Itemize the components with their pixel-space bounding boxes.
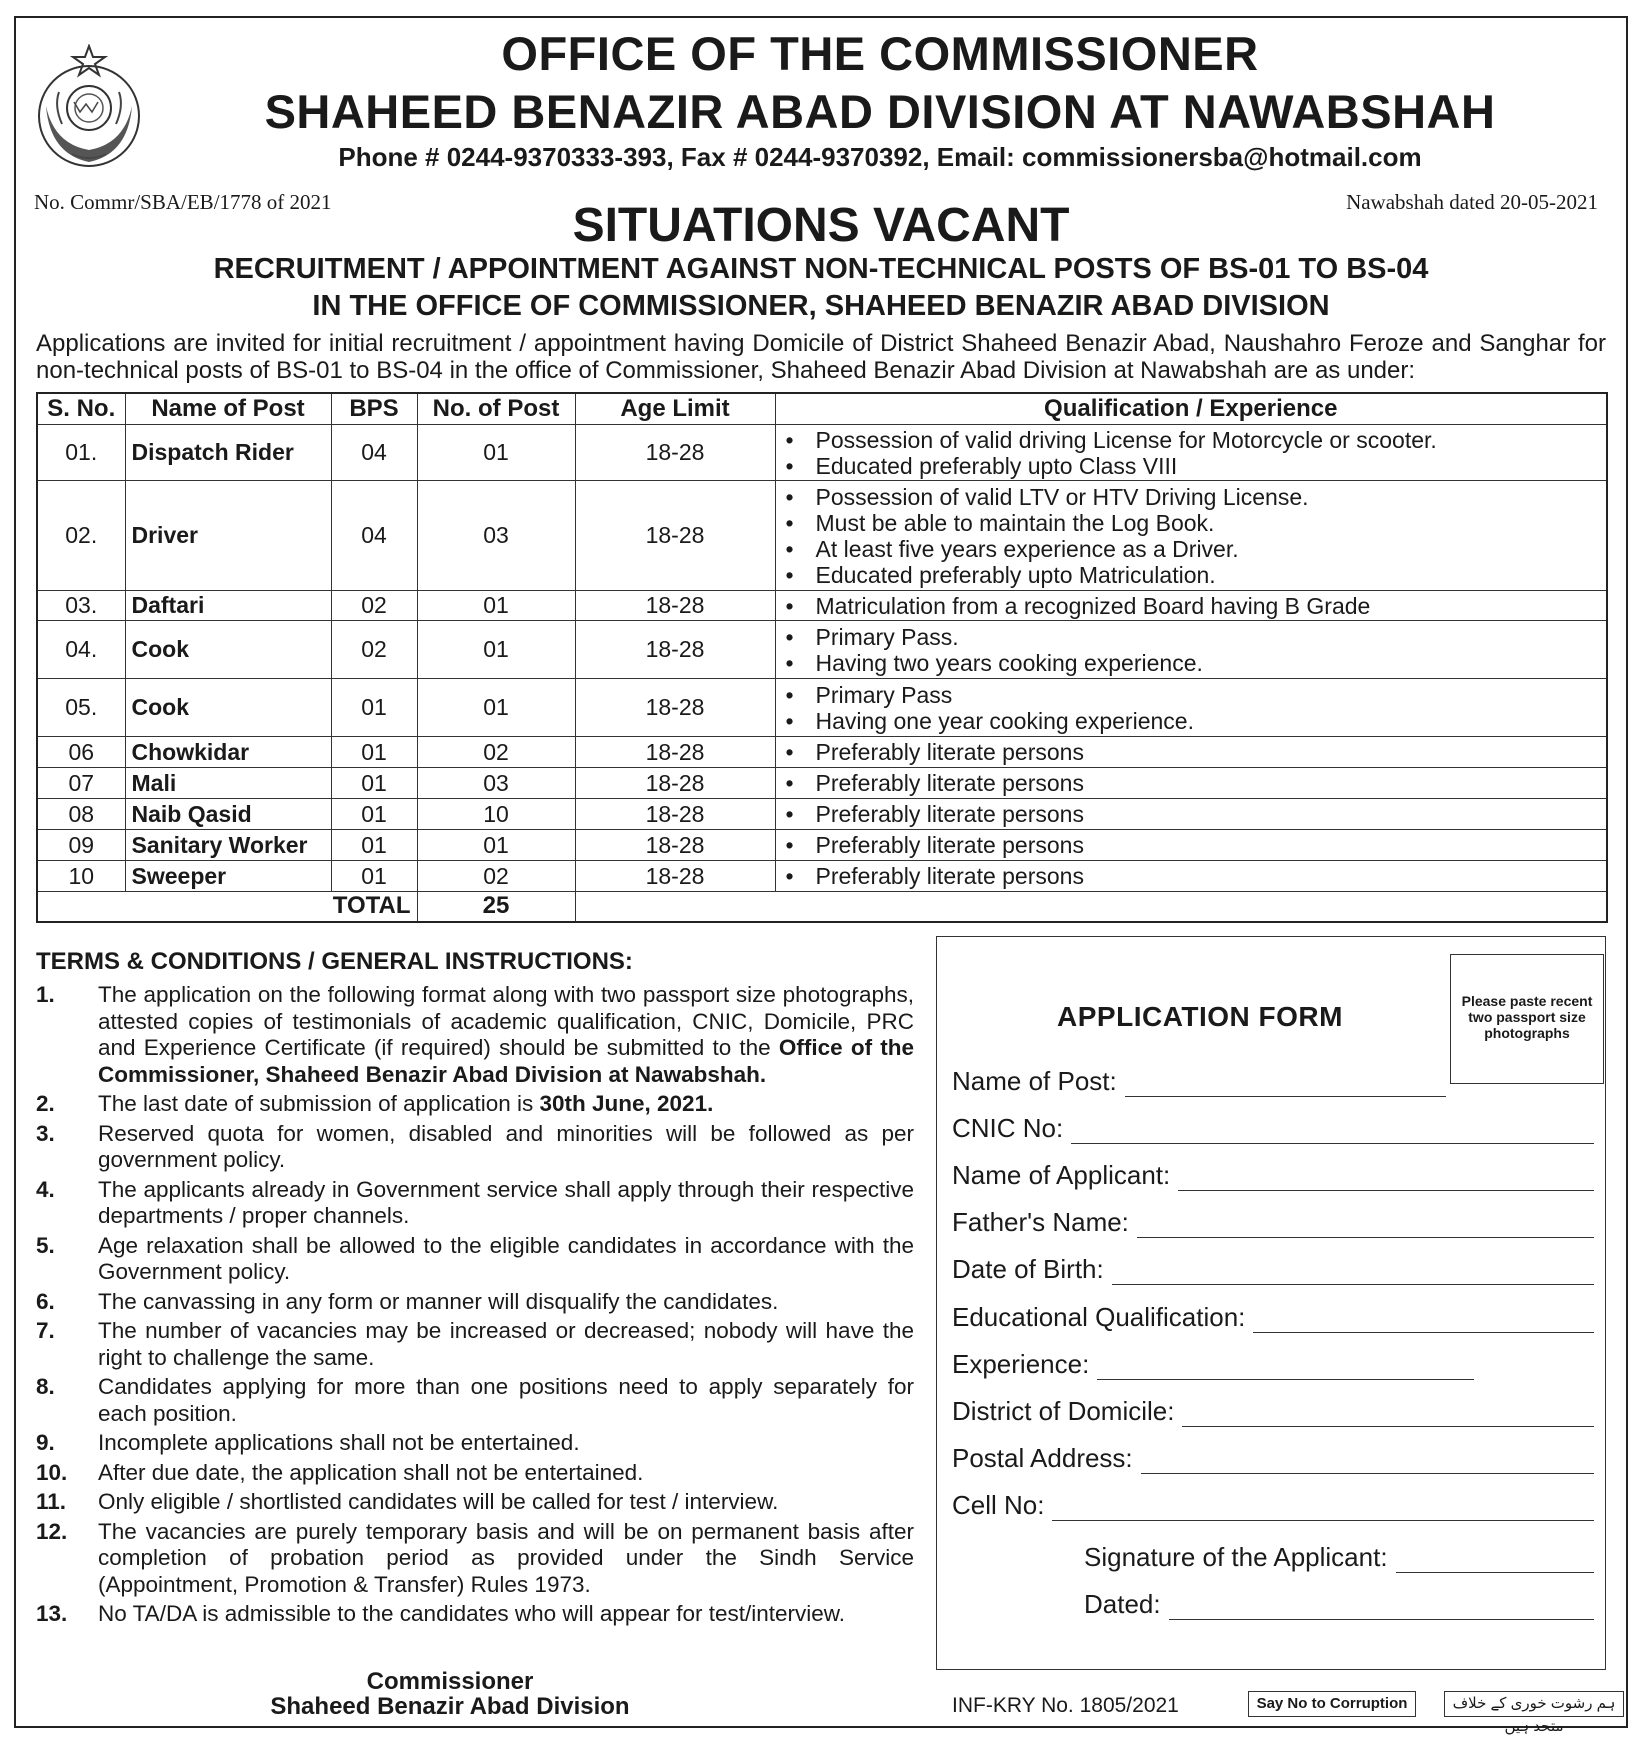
table-row bbox=[37, 737, 1607, 768]
cell-qualification bbox=[775, 768, 1607, 799]
terms-item-text: The application on the following format along with two passport size photographs, attested copies of testimonials of academic qualification, CNIC, Domicile, PRC and Experience Certificate (if required) should be submitted to the bbox=[98, 982, 914, 1060]
form-field-blank-line bbox=[1125, 1072, 1446, 1097]
cell-sno: 03. bbox=[37, 591, 125, 621]
cell-age-limit: 18-28 bbox=[575, 799, 775, 830]
form-field-blank-line bbox=[1182, 1402, 1594, 1427]
cell-post-name: Daftari bbox=[125, 591, 331, 621]
form-field-label: Father's Name: bbox=[952, 1207, 1129, 1237]
terms-item bbox=[36, 1601, 914, 1628]
table-row bbox=[37, 481, 1607, 591]
terms-title: TERMS & CONDITIONS / GENERAL INSTRUCTIONS: bbox=[36, 948, 633, 975]
form-field bbox=[952, 1443, 1594, 1474]
table-row bbox=[37, 425, 1607, 481]
form-field-label: Cell No: bbox=[952, 1490, 1045, 1520]
form-field bbox=[1084, 1542, 1594, 1573]
terms-item-number: 11. bbox=[36, 1489, 67, 1514]
form-field-blank-line bbox=[1178, 1166, 1594, 1191]
cell-bps: 01 bbox=[331, 768, 417, 799]
form-field-blank-line bbox=[1169, 1595, 1594, 1620]
reference-number: No. Commr/SBA/EB/1778 of 2021 bbox=[34, 190, 332, 214]
terms-item bbox=[36, 1489, 914, 1516]
cell-post-name: Sweeper bbox=[125, 861, 331, 892]
terms-item-emphasis: Office of the Commissioner, Shaheed Benazir Abad Division at Nawabshah. bbox=[98, 1035, 914, 1087]
form-field-label: CNIC No: bbox=[952, 1113, 1064, 1143]
col-header-qualification: Qualification / Experience bbox=[775, 393, 1607, 425]
cell-qualification bbox=[775, 621, 1607, 679]
cell-age-limit: 18-28 bbox=[575, 481, 775, 591]
col-header-count: No. of Post bbox=[417, 393, 575, 425]
terms-list bbox=[36, 982, 914, 1631]
col-header-bps: BPS bbox=[331, 393, 417, 425]
form-field bbox=[952, 1349, 1474, 1380]
terms-item-number: 7. bbox=[36, 1318, 55, 1343]
contact-info: Phone # 0244-9370333-393, Fax # 0244-9370392, Email: commissionersba@hotmail.com bbox=[338, 142, 1422, 172]
cell-age-limit: 18-28 bbox=[575, 425, 775, 481]
signatory-office: Shaheed Benazir Abad Division bbox=[270, 1693, 630, 1720]
table-row bbox=[37, 679, 1607, 737]
terms-item-number: 5. bbox=[36, 1232, 55, 1258]
qualification-item: • Primary Pass. bbox=[816, 624, 1601, 650]
terms-item-number: 13. bbox=[36, 1601, 68, 1626]
cell-post-name: Sanitary Worker bbox=[125, 830, 331, 861]
notice-title: SITUATIONS VACANT bbox=[572, 199, 1070, 252]
urdu-slogan-badge: ہم رشوت خوری کے خلاف متحد ہیں bbox=[1444, 1691, 1624, 1717]
cell-qualification bbox=[775, 799, 1607, 830]
cell-bps: 01 bbox=[331, 861, 417, 892]
cell-sno: 04. bbox=[37, 621, 125, 679]
cell-post-count: 01 bbox=[417, 425, 575, 481]
cell-bps: 02 bbox=[331, 591, 417, 621]
table-total-row bbox=[37, 892, 1607, 922]
cell-sno: 09 bbox=[37, 830, 125, 861]
cell-sno: 01. bbox=[37, 425, 125, 481]
terms-item bbox=[36, 1233, 914, 1286]
form-field-label: Name of Post: bbox=[952, 1066, 1117, 1096]
division-title: SHAHEED BENAZIR ABAD DIVISION AT NAWABSHAH bbox=[264, 85, 1496, 138]
qualification-item: • Possession of valid driving License for Motorcycle or scooter. bbox=[816, 427, 1601, 453]
cell-post-count: 03 bbox=[417, 768, 575, 799]
cell-bps: 04 bbox=[331, 481, 417, 591]
terms-item bbox=[36, 1091, 914, 1118]
cell-post-count: 02 bbox=[417, 737, 575, 768]
form-field-label: Educational Qualification: bbox=[952, 1302, 1246, 1332]
cell-post-count: 03 bbox=[417, 481, 575, 591]
form-field bbox=[952, 1066, 1446, 1097]
form-field-label: Signature of the Applicant: bbox=[1084, 1542, 1388, 1572]
terms-item-number: 4. bbox=[36, 1176, 55, 1202]
posts-table bbox=[36, 392, 1608, 923]
form-field bbox=[952, 1254, 1594, 1285]
form-field bbox=[952, 1113, 1594, 1144]
cell-post-count: 01 bbox=[417, 621, 575, 679]
qualification-item: • Preferably literate persons bbox=[816, 770, 1601, 796]
signatory-title: Commissioner bbox=[366, 1668, 534, 1695]
terms-item-number: 8. bbox=[36, 1374, 55, 1399]
terms-item-text: The applicants already in Government service shall apply through their respective departments / proper channels. bbox=[98, 1176, 914, 1228]
col-header-post: Name of Post bbox=[125, 393, 331, 425]
terms-item-text: The number of vacancies may be increased or decreased; nobody will have the right to challenge the same. bbox=[98, 1318, 914, 1370]
notice-date: Nawabshah dated 20-05-2021 bbox=[1346, 190, 1598, 214]
table-row bbox=[37, 799, 1607, 830]
form-field-label: Date of Birth: bbox=[952, 1254, 1104, 1284]
cell-age-limit: 18-28 bbox=[575, 737, 775, 768]
qualification-item: • Preferably literate persons bbox=[816, 863, 1601, 889]
total-value: 25 bbox=[417, 892, 575, 922]
form-field-label: Name of Applicant: bbox=[952, 1160, 1171, 1190]
cell-sno: 05. bbox=[37, 679, 125, 737]
form-field-blank-line bbox=[1052, 1496, 1594, 1521]
cell-age-limit: 18-28 bbox=[575, 861, 775, 892]
cell-qualification bbox=[775, 481, 1607, 591]
form-field-label: District of Domicile: bbox=[952, 1396, 1175, 1426]
form-field bbox=[952, 1490, 1594, 1521]
terms-item-number: 9. bbox=[36, 1430, 55, 1455]
cell-post-count: 02 bbox=[417, 861, 575, 892]
cell-qualification bbox=[775, 679, 1607, 737]
terms-item bbox=[36, 982, 914, 1088]
terms-item-text: Reserved quota for women, disabled and minorities will be followed as per government policy. bbox=[98, 1120, 914, 1172]
form-field-blank-line bbox=[1137, 1213, 1594, 1238]
cell-age-limit: 18-28 bbox=[575, 621, 775, 679]
form-field bbox=[952, 1207, 1594, 1238]
cell-post-name: Naib Qasid bbox=[125, 799, 331, 830]
qualification-item: • Educated preferably upto Class VIII bbox=[816, 453, 1601, 479]
terms-item bbox=[36, 1318, 914, 1371]
qualification-item: • Preferably literate persons bbox=[816, 832, 1601, 858]
cell-qualification bbox=[775, 830, 1607, 861]
cell-qualification bbox=[775, 737, 1607, 768]
cell-post-count: 10 bbox=[417, 799, 575, 830]
cell-post-count: 01 bbox=[417, 591, 575, 621]
qualification-item: • At least five years experience as a Driver. bbox=[816, 536, 1601, 562]
terms-item bbox=[36, 1374, 914, 1427]
qualification-item: • Preferably literate persons bbox=[816, 801, 1601, 827]
cell-post-count: 01 bbox=[417, 679, 575, 737]
cell-age-limit: 18-28 bbox=[575, 591, 775, 621]
terms-item-number: 6. bbox=[36, 1288, 55, 1314]
cell-sno: 07 bbox=[37, 768, 125, 799]
table-row bbox=[37, 621, 1607, 679]
cell-age-limit: 18-28 bbox=[575, 768, 775, 799]
table-row bbox=[37, 768, 1607, 799]
terms-item-number: 12. bbox=[36, 1518, 68, 1544]
cell-post-name: Cook bbox=[125, 621, 331, 679]
terms-item-text: The last date of submission of application is bbox=[98, 1091, 540, 1116]
cell-post-count: 01 bbox=[417, 830, 575, 861]
form-field-blank-line bbox=[1396, 1548, 1594, 1573]
notice-subtitle-1: RECRUITMENT / APPOINTMENT AGAINST NON-TECHNICAL POSTS OF BS-01 TO BS-04 bbox=[213, 253, 1429, 285]
terms-item bbox=[36, 1430, 914, 1457]
cell-sno: 08 bbox=[37, 799, 125, 830]
cell-bps: 04 bbox=[331, 425, 417, 481]
cell-post-name: Driver bbox=[125, 481, 331, 591]
cell-post-name: Cook bbox=[125, 679, 331, 737]
cell-age-limit: 18-28 bbox=[575, 830, 775, 861]
cell-post-name: Dispatch Rider bbox=[125, 425, 331, 481]
terms-item-text: The canvassing in any form or manner will disqualify the candidates. bbox=[98, 1288, 779, 1314]
qualification-item: • Educated preferably upto Matriculation. bbox=[816, 562, 1601, 588]
terms-item-number: 1. bbox=[36, 982, 55, 1007]
terms-item bbox=[36, 1519, 914, 1599]
cell-sno: 10 bbox=[37, 861, 125, 892]
qualification-item: • Primary Pass bbox=[816, 682, 1601, 708]
terms-item bbox=[36, 1460, 914, 1487]
table-row bbox=[37, 830, 1607, 861]
qualification-item: • Having one year cooking experience. bbox=[816, 708, 1601, 734]
cell-bps: 02 bbox=[331, 621, 417, 679]
terms-item-number: 3. bbox=[36, 1120, 55, 1146]
cell-bps: 01 bbox=[331, 679, 417, 737]
form-field-label: Experience: bbox=[952, 1349, 1090, 1379]
notice-subtitle-2: IN THE OFFICE OF COMMISSIONER, SHAHEED BENAZIR ABAD DIVISION bbox=[312, 290, 1330, 322]
terms-item-text: Age relaxation shall be allowed to the eligible candidates in accordance with the Government policy. bbox=[98, 1232, 914, 1284]
anti-corruption-badge: Say No to Corruption bbox=[1248, 1691, 1416, 1717]
intro-paragraph: Applications are invited for initial recruitment / appointment having Domicile of District Shaheed Benazir Abad, Naushahro Feroze and Sanghar for non-technical posts of BS-01 to BS-04 in the office of Commissioner, Shaheed Benazir Abad Division at Nawabshah are as under: bbox=[36, 330, 1606, 384]
terms-item-text: The vacancies are purely temporary basis and will be on permanent basis after completion of probation period as provided under the Sindh Service (Appointment, Promotion & Transfer) Rules 1973. bbox=[98, 1518, 914, 1597]
terms-item-number: 2. bbox=[36, 1091, 55, 1116]
qualification-item: • Possession of valid LTV or HTV Driving License. bbox=[816, 484, 1601, 510]
sindh-government-emblem bbox=[24, 44, 154, 174]
terms-item-text: No TA/DA is admissible to the candidates who will appear for test/interview. bbox=[98, 1601, 846, 1626]
photo-placeholder bbox=[1450, 954, 1604, 1084]
qualification-item: • Preferably literate persons bbox=[816, 739, 1601, 765]
form-field-label: Postal Address: bbox=[952, 1443, 1133, 1473]
terms-item bbox=[36, 1289, 914, 1316]
total-empty-cell bbox=[575, 892, 1607, 922]
cell-bps: 01 bbox=[331, 830, 417, 861]
qualification-item: • Must be able to maintain the Log Book. bbox=[816, 510, 1601, 536]
form-field-blank-line bbox=[1141, 1449, 1594, 1474]
table-row bbox=[37, 591, 1607, 621]
office-title: OFFICE OF THE COMMISSIONER bbox=[501, 27, 1259, 80]
form-field bbox=[952, 1396, 1594, 1427]
cell-post-name: Mali bbox=[125, 768, 331, 799]
form-field bbox=[952, 1160, 1594, 1191]
terms-item-text: After due date, the application shall not be entertained. bbox=[98, 1459, 644, 1485]
cell-qualification bbox=[775, 861, 1607, 892]
cell-qualification bbox=[775, 591, 1607, 621]
form-field-label: Dated: bbox=[1084, 1589, 1161, 1619]
terms-item-text: Candidates applying for more than one positions need to apply separately for each position. bbox=[98, 1374, 914, 1426]
terms-item-text: Only eligible / shortlisted candidates will be called for test / interview. bbox=[98, 1489, 779, 1514]
table-header-row bbox=[37, 393, 1607, 425]
cell-sno: 02. bbox=[37, 481, 125, 591]
table-row bbox=[37, 861, 1607, 892]
form-field bbox=[952, 1302, 1594, 1333]
col-header-age: Age Limit bbox=[575, 393, 775, 425]
terms-item-number: 10. bbox=[36, 1459, 68, 1485]
cell-qualification bbox=[775, 425, 1607, 481]
form-field-blank-line bbox=[1112, 1260, 1594, 1285]
terms-item-text: Incomplete applications shall not be entertained. bbox=[98, 1430, 580, 1455]
col-header-sno: S. No. bbox=[37, 393, 125, 425]
form-field-blank-line bbox=[1253, 1308, 1594, 1333]
inf-number: INF-KRY No. 1805/2021 bbox=[952, 1694, 1179, 1717]
terms-item bbox=[36, 1121, 914, 1174]
application-form-title: APPLICATION FORM bbox=[1057, 1001, 1343, 1032]
terms-item-emphasis: 30th June, 2021. bbox=[539, 1091, 714, 1116]
cell-age-limit: 18-28 bbox=[575, 679, 775, 737]
form-field-blank-line bbox=[1097, 1355, 1474, 1380]
form-field-blank-line bbox=[1071, 1119, 1594, 1144]
qualification-item: • Matriculation from a recognized Board having B Grade bbox=[816, 593, 1601, 619]
cell-post-name: Chowkidar bbox=[125, 737, 331, 768]
cell-sno: 06 bbox=[37, 737, 125, 768]
qualification-item: • Having two years cooking experience. bbox=[816, 650, 1601, 676]
cell-bps: 01 bbox=[331, 737, 417, 768]
photo-note: Please paste recent two passport size photographs bbox=[1461, 993, 1593, 1041]
cell-bps: 01 bbox=[331, 799, 417, 830]
terms-item bbox=[36, 1177, 914, 1230]
form-field bbox=[1084, 1589, 1594, 1620]
total-label: TOTAL bbox=[37, 892, 417, 922]
